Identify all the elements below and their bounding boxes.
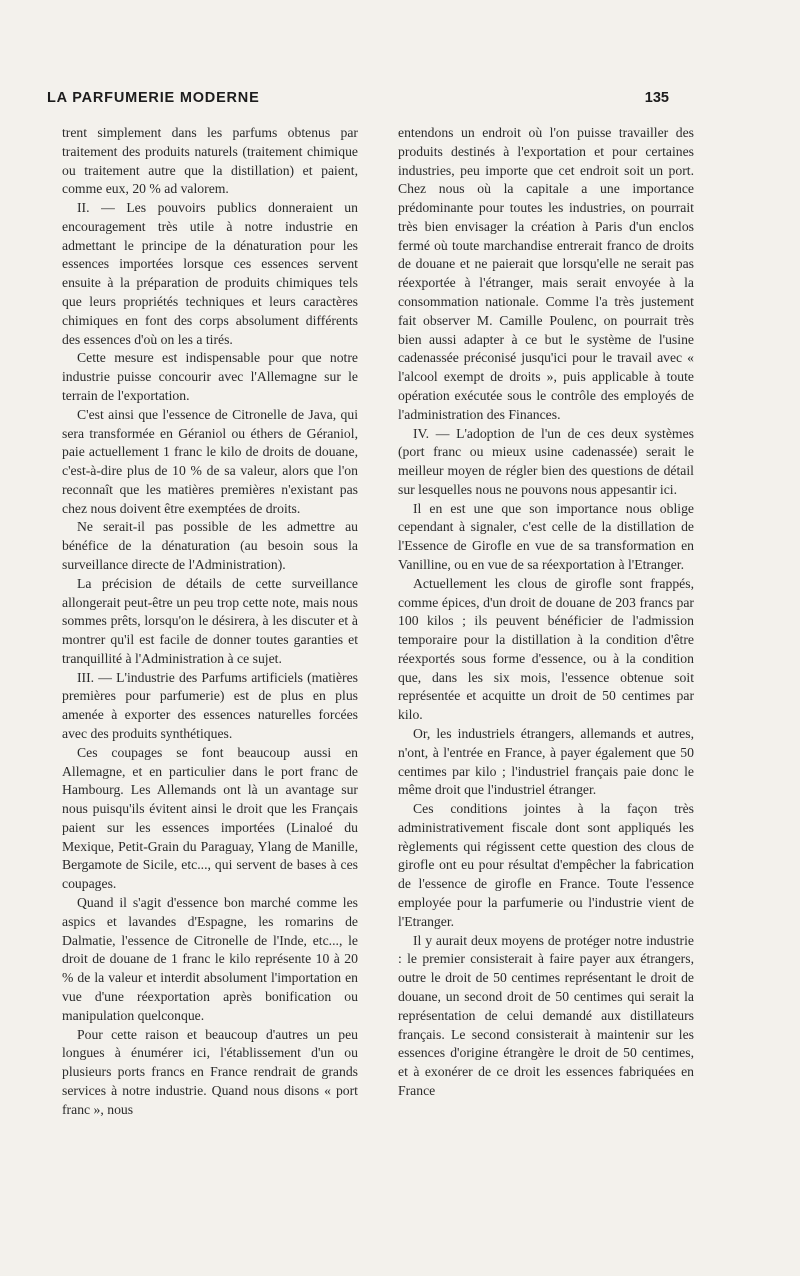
paragraph: trent simplement dans les parfums obtenus par traitement des produits naturels (traitement chimique ou traitement autre que la distillation) et paient, comme eux, 20 % ad valorem. [62, 125, 358, 197]
paragraph: Ne serait-il pas possible de les admettre au bénéfice de la dénaturation (au besoin sous la surveillance directe de l'Administration). [62, 519, 358, 572]
paragraph: Pour cette raison et beaucoup d'autres un peu longues à énumérer ici, l'établissement d'un ou plusieurs ports francs en France rendrait de grands services à notre industrie. Quand nous disons « port franc », nous [62, 1026, 358, 1117]
paragraph: C'est ainsi que l'essence de Citronelle de Java, qui sera transformée en Géraniol ou éthers de Géraniol, paie actuellement 1 franc le kilo de droits de douane, c'est-à-dire plus de 10 % de sa valeur, alors que l'on reconnaît que les matières premières n'existant pas chez nous doivent être exemptées de droits. [62, 406, 358, 516]
right-column [398, 124, 694, 1101]
paragraph: Quand il s'agit d'essence bon marché comme les aspics et lavandes d'Espagne, les romarins de Dalmatie, l'essence de Citronelle de l'Inde, etc..., le droit de douane de 1 franc le kilo représente 10 à 20 % de la valeur et interdit absolument l'importation en vue d'une réexportation après bonification ou manipulation quelconque. [62, 895, 358, 1023]
paragraph: Ces conditions jointes à la façon très administrativement fiscale dont sont appliqués les règlements qui régissent cette question des clous de girofle ont eu pour résultat d'empêcher la fabrication de l'essence de girofle en France. Toute l'essence employée pour la parfumerie ou l'industrie vient de l'Etranger. [398, 801, 694, 929]
paragraph: Actuellement les clous de girofle sont frappés, comme épices, d'un droit de douane de 203 francs par 100 kilos ; ils peuvent bénéficier de l'admission temporaire pour la distillation à la condition d'être réexportés sous forme d'essence, ou à la condition que, dans les six mois, l'essence obtenue soit représentée et acquitte un droit de 50 centimes par kilo. [398, 575, 694, 723]
paragraph: II. — Les pouvoirs publics donneraient un encouragement très utile à notre industrie en admettant le principe de la dénaturation pour les essences importées lorsque ces essences servent ensuite à la préparation de produits chimiques tels que leurs propriétés techniques et leurs caractères chimiques en font des corps absolument différents des essences d'où on les a tirés. [62, 200, 358, 347]
paragraph: Cette mesure est indispensable pour que notre industrie puisse concourir avec l'Allemagne sur le terrain de l'exportation. [62, 350, 358, 403]
paragraph: IV. — L'adoption de l'un de ces deux systèmes (port franc ou mieux usine cadenassée) serait le meilleur moyen de régler bien des questions de détail sur lesquelles nous ne pouvons nous appesantir ici. [398, 425, 694, 497]
paragraph: Ces coupages se font beaucoup aussi en Allemagne, et en particulier dans le port franc de Hambourg. Les Allemands ont là un avantage sur nous puisqu'ils évitent ainsi le droit que les Français paient sur les essences importées (Linaloé du Mexique, Petit-Grain du Paraguay, Ylang de Manille, Bergamote de Sicile, etc..., qui servent de bases à ces coupages. [62, 744, 358, 892]
left-column [62, 124, 358, 1119]
paragraph: entendons un endroit où l'on puisse travailler des produits destinés à l'exportation et pour certaines industries, peu importe que cet endroit soit un port. Chez nous où la capitale a une importance prédominante pour toutes les industries, on pourrait très bien envisager la création à Paris d'un enclos fermé où toute marchandise entrerait franco de droits de douane et ne paierait que lorsqu'elle ne serait pas réexportée à l'étranger, mais serait envoyée à la consommation nationale. Comme l'a très justement fait observer M. Camille Poulenc, on pourrait très bien aussi adapter à ce but le système de l'usine cadenassée préconisé jusqu'ici pour le travail avec « l'alcool exempt de droits », puis applicable à toute opération exécutée sous le contrôle des employés de l'administration des Finances. [398, 125, 694, 422]
journal-title: LA PARFUMERIE MODERNE [47, 90, 260, 106]
page-number: 135 [644, 90, 669, 106]
paragraph: III. — L'industrie des Parfums artificiels (matières premières pour parfumerie) est de plus en plus amenée à exporter des essences naturelles forcées avec des produits synthétiques. [62, 669, 358, 741]
paragraph: Il en est une que son importance nous oblige cependant à signaler, c'est celle de la distillation de l'Essence de Girofle en vue de sa transformation en Vanilline, ou en vue de sa réexportation à l'Etranger. [398, 500, 694, 572]
running-header [47, 90, 669, 106]
paragraph: Il y aurait deux moyens de protéger notre industrie : le premier consisterait à faire payer aux étrangers, outre le droit de 50 centimes représentant le droit de douane, un second droit de 50 centimes qui serait la représentation de celui demandé aux distillateurs français. Le second consisterait à maintenir sur les essences d'origine étrangère le droit de 50 centimes, et à exonérer de ce droit les essences fabriquées en France [398, 932, 694, 1098]
paragraph: La précision de détails de cette surveillance allongerait peut-être un peu trop cette note, mais nous sommes prêts, lorsqu'on le désirera, à les discuter et à montrer qu'il est facile de donner toutes garanties et tranquillité à l'Administration à ce sujet. [62, 575, 358, 666]
paragraph: Or, les industriels étrangers, allemands et autres, n'ont, à l'entrée en France, à payer également que 50 centimes par kilo ; l'industriel français paie donc le même droit que l'industriel étranger. [398, 726, 694, 798]
